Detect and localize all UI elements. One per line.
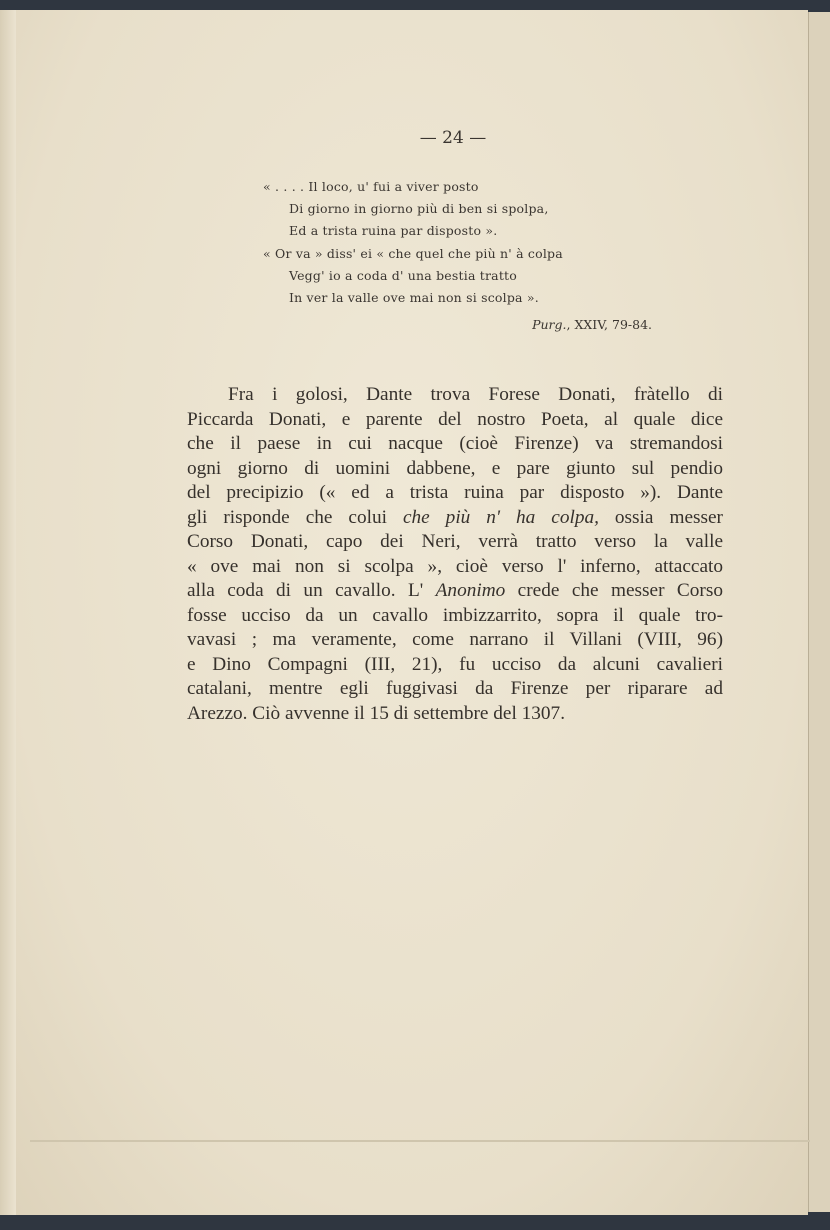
text-segment: e Dino Compagni (III, 21), fu ucciso da alcuni cavalieri <box>187 653 723 675</box>
page-crease <box>30 1140 810 1142</box>
paragraph-line <box>187 677 723 702</box>
paragraph-line <box>187 653 723 678</box>
next-page-edge <box>808 12 830 1212</box>
verse-line: « . . . . Il loco, u' fui a viver posto <box>263 179 479 194</box>
verse-line: « Or va » diss' ei « che quel che più n' à colpa <box>263 246 563 261</box>
verse-line: Di giorno in giorno più di ben si spolpa, <box>289 201 549 216</box>
text-segment: crede che messer Corso <box>505 580 723 601</box>
page-gutter <box>0 10 16 1215</box>
text-segment: Arezzo. Ciò avvenne il 15 di settembre del 1307. <box>187 702 566 724</box>
text-segment: che il paese in cui nacque (cioè Firenze) va stremandosi <box>187 433 723 454</box>
text-segment: catalani, mentre egli fuggivasi da Firenze per riparare ad <box>187 678 723 699</box>
verse-line: Ed a trista ruina par disposto ». <box>289 223 498 238</box>
paragraph-line <box>187 628 723 653</box>
paragraph-line <box>187 457 723 482</box>
text-segment: Corso Donati, capo dei Neri, verrà tratto verso la valle <box>187 531 723 552</box>
text-segment: vavasi ; ma veramente, come narrano il Villani (VIII, 96) <box>187 629 723 650</box>
citation-work: Purg. <box>532 317 567 332</box>
verse-line: Vegg' io a coda d' una bestia tratto <box>289 268 517 283</box>
text-segment: ogni giorno di uomini dabbene, e pare giunto sul pendio <box>187 457 723 479</box>
paragraph-line <box>187 579 723 604</box>
text-segment: ossia messer <box>598 506 723 528</box>
paragraph-line <box>187 481 723 506</box>
verse-line: In ver la valle ove mai non si scolpa ». <box>289 290 539 305</box>
text-segment: alla coda di un cavallo. L' <box>187 580 436 601</box>
italic-text: che più n' ha colpa, <box>402 506 599 528</box>
text-segment: Piccarda Donati, e parente del nostro Poeta, al quale dice <box>187 408 723 430</box>
text-segment: gli risponde che colui <box>187 506 403 528</box>
italic-text: Anonimo <box>435 580 506 601</box>
page-number: — 24 — <box>419 128 487 148</box>
text-segment: del precipizio (« ed a trista ruina par disposto »). Dante <box>187 482 723 503</box>
paragraph-line <box>187 555 723 580</box>
body-paragraph <box>187 383 723 726</box>
paragraph-line <box>187 604 723 629</box>
verse-citation <box>450 317 652 332</box>
paragraph-line <box>187 432 723 457</box>
paragraph-line <box>187 530 723 555</box>
text-segment: « ove mai non si scolpa », cioè verso l' inferno, attaccato <box>187 555 723 577</box>
paragraph-line <box>187 408 723 433</box>
paragraph-line <box>187 383 723 408</box>
text-segment: Fra i golosi, Dante trova Forese Donati, fràtello di <box>228 384 723 405</box>
paragraph-line <box>187 702 723 727</box>
paragraph-line <box>187 506 723 531</box>
citation-ref: , XXIV, 79-84. <box>566 317 652 332</box>
text-segment: fosse ucciso da un cavallo imbizzarrito, sopra il quale tro- <box>187 604 723 626</box>
